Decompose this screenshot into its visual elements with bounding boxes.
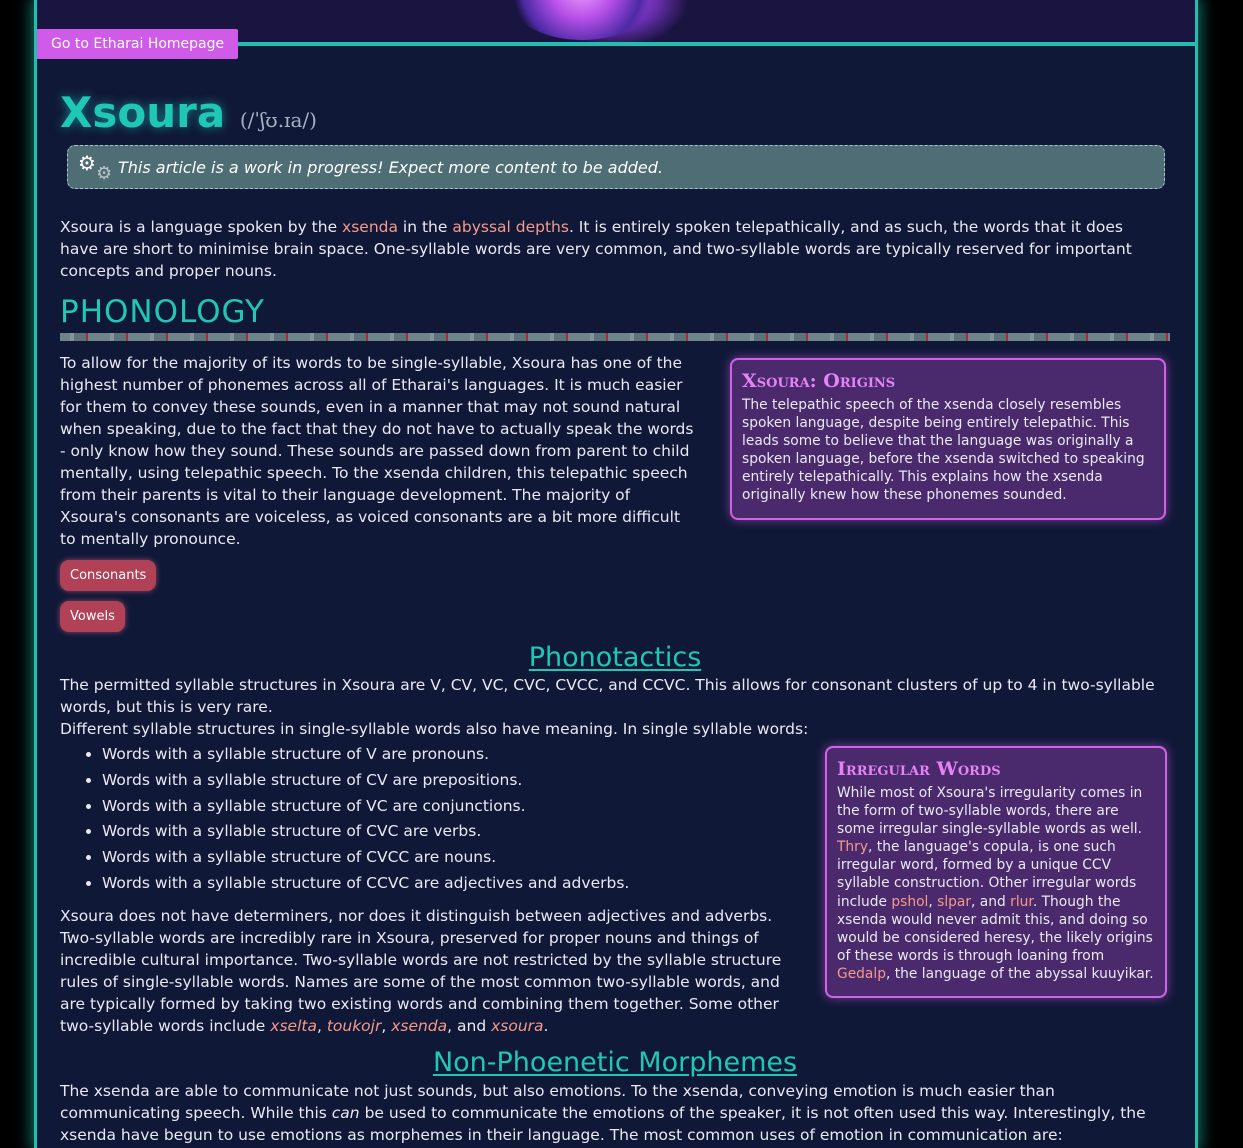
phonotactics-paragraph-1: The permitted syllable structures in Xsoura are V, CV, VC, CVC, CVCC, and CCVC. This allows for consonant clusters of up to 4 in two-syllable words, but this is very rare. (60, 676, 1155, 716)
phonology-paragraph: To allow for the majority of its words to be single-syllable, Xsoura has one of the highest number of phonemes across all of Etharai's languages. It is much easier for them to convey these sounds, even in a manner that may not sound natural when speaking, due to the fact that they do not have to actually speak the words - only know how they sound. These sounds are passed down from parent to child mentally, using telepathic speech. To the xsenda children, this telepathic speech from their parents is vital to their language development. The majority of Xsoura's consonants are voiceless, as voiced consonants are a bit more difficult to mentally pronounce. (60, 354, 694, 548)
irregular-aside-body: While most of Xsoura's irregularity comes in the form of two-syllable words, there are some irregular single-syllable words as well. Thry, the language's copula, is one such irregular word, formed by a unique CCV syllable construction. Other irregular words include pshol, slpar, and rlur. Though the xsenda would never admit this, and doing so would be considered heresy, the likely origins of these words is through loaning from Gedalp, the language of the abyssal kuuyikar. (837, 785, 1154, 982)
link-abyssal-depths[interactable]: abyssal depths (452, 218, 569, 236)
section-divider (60, 333, 1170, 341)
list-item: • Words with a syllable structure of CV are prepositions. (102, 768, 802, 794)
link-pshol[interactable]: pshol (891, 893, 929, 910)
phonology-heading: PHONOLOGY (60, 294, 265, 330)
link-slpar[interactable]: slpar (937, 893, 972, 910)
page-title (60, 88, 317, 137)
morphemes-heading: Non-Phoenetic Morphemes (432, 1047, 798, 1078)
syllable-structure-list (60, 742, 802, 897)
wip-notice-text: This article is a work in progress! Expect more content to be added. (118, 158, 663, 177)
link-toukojr[interactable]: toukojr (326, 1017, 382, 1035)
morphemes-paragraph: The xsenda are able to communicate not just sounds, but also emotions. To the xsenda, conveying emotion is much easier than communicating speech. While this can be used to communicate the emotions of the speaker, it is not often used this way. Interestingly, the xsenda have begun to use emotions as morphemes in their language. The most common uses of emotion in communication are: (60, 1082, 1146, 1144)
gear-small-icon: ⚙ (96, 163, 113, 184)
list-item: • Words with a syllable structure of CVCC are nouns. (102, 845, 802, 871)
consonants-button[interactable]: Consonants (60, 560, 156, 591)
page-frame (34, 0, 1198, 1148)
title-ipa: (/ˈʃʊ.ɪa/) (239, 108, 317, 132)
title-text: Xsoura (60, 88, 226, 137)
list-item: • Words with a syllable structure of CVC are verbs. (102, 819, 802, 845)
vowels-button[interactable]: Vowels (60, 601, 125, 632)
phonotactics-paragraph-2: Different syllable structures in single-syllable words also have meaning. In single syllable words: (60, 720, 809, 738)
link-xselta[interactable]: xselta (270, 1017, 317, 1035)
intro-paragraph: Xsoura is a language spoken by the xsenda in the abyssal depths. It is entirely spoken telepathically, and as such, the words that it does have are short to minimise brain space. One-syllable words are very common, and two-syllable words are typically reserved for important concepts and proper nouns. (60, 218, 1132, 280)
list-item: • Words with a syllable structure of V are pronouns. (102, 742, 802, 768)
origins-aside-body: The telepathic speech of the xsenda closely resembles spoken language, despite being entirely telepathic. This leads some to believe that the language was originally a spoken language, before the xsenda switched to speaking entirely telepathically. This explains how the xsenda originally knew how these phonemes sounded. (742, 397, 1145, 504)
link-gedalp[interactable]: Gedalp (837, 965, 886, 982)
phonotactics-heading: Phonotactics (528, 642, 702, 673)
home-button[interactable]: Go to Etharai Homepage (37, 29, 238, 59)
wip-notice (67, 145, 1165, 189)
origins-aside (730, 358, 1166, 520)
list-item: • Words with a syllable structure of CCVC are adjectives and adverbs. (102, 871, 802, 897)
gear-icon: ⚙ (78, 151, 96, 175)
link-rlur[interactable]: rlur (1010, 893, 1033, 910)
list-item: • Words with a syllable structure of VC are conjunctions. (102, 794, 802, 820)
origins-aside-heading: Xsoura: Origins (742, 370, 896, 392)
link-thry[interactable]: Thry (837, 839, 869, 856)
phonotactics-paragraph-3: Xsoura does not have determiners, nor does it distinguish between adjectives and adverbs. Two-syllable words are incredibly rare in Xsoura, preserved for proper nouns and things of incredible cultural importance. Two-syllable words are not restricted by the syllable structure rules of single-syllable words. Names are some of the most common two-syllable words, and are typically formed by taking two existing words and combining them together. Some other two-syllable words include xselta, toukojr, xsenda, and xsoura. (60, 907, 782, 1035)
irregular-aside-heading: Irregular Words (837, 758, 1001, 780)
irregular-words-aside (825, 746, 1167, 998)
link-xsoura-word[interactable]: xsoura (491, 1017, 544, 1035)
link-xsenda-word[interactable]: xsenda (391, 1017, 448, 1035)
link-xsenda[interactable]: xsenda (342, 218, 398, 236)
banner-orb-image (507, 0, 657, 40)
